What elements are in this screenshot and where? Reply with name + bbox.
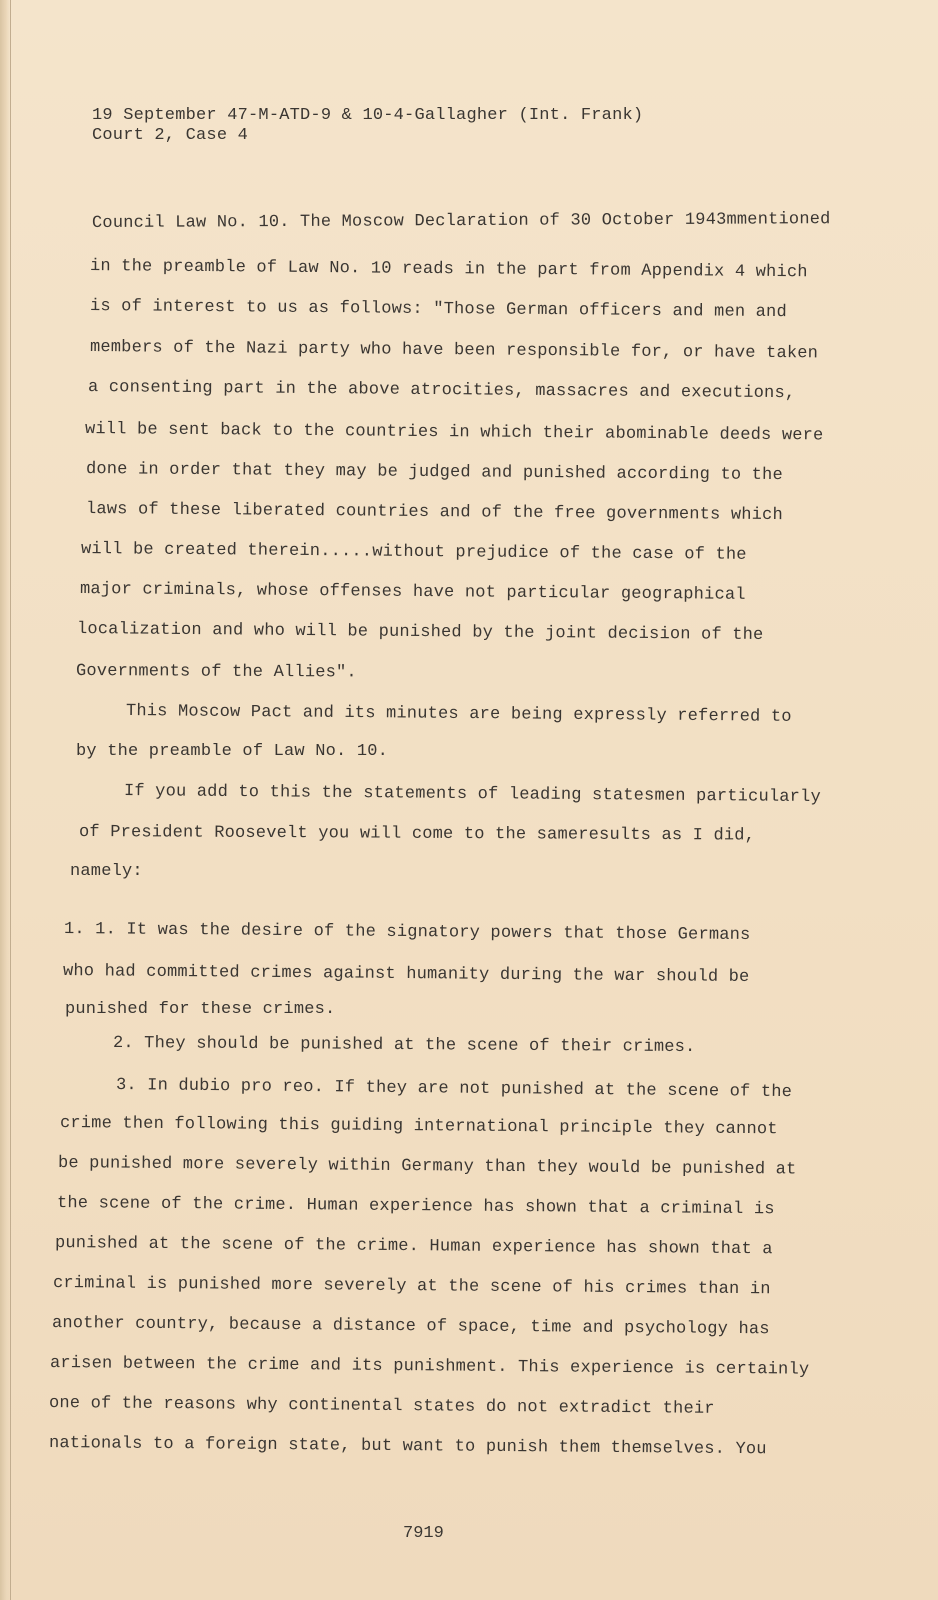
body-line: be punished more severely within Germany than they would be punished at [57, 1154, 797, 1180]
body-line: who had committed crimes against humanity during the war should be [62, 962, 750, 987]
body-line: of President Roosevelt you will come to the sameresults as I did, [78, 823, 756, 846]
body-line: 2. They should be punished at the scene of their crimes. [112, 1034, 696, 1058]
body-line: punished at the scene of the crime. Human experience has shown that a [54, 1234, 773, 1260]
body-line: 3. In dubio pro reo. If they are not punished at the scene of the [115, 1076, 793, 1103]
body-line: localization and who will be punished by the joint decision of the [76, 620, 764, 645]
header-line-1: 19 September 47-M-ATD-9 & 10-4-Gallagher (Int. Frank) [92, 106, 644, 125]
body-line: Council Law No. 10. The Moscow Declaration of 30 October 1943mmentioned [91, 210, 831, 233]
header-line-2: Court 2, Case 4 [92, 126, 249, 145]
body-line: the scene of the crime. Human experience has shown that a criminal is [56, 1194, 775, 1220]
body-line: This Moscow Pact and its minutes are being expressly referred to [125, 702, 792, 727]
body-line: arisen between the crime and its punishment. This experience is certainly [49, 1354, 810, 1380]
body-line: crime then following this guiding international principle they cannot [59, 1114, 778, 1140]
body-line: major criminals, whose offenses have not particular geographical [79, 580, 746, 605]
body-line: namely: [70, 862, 143, 881]
body-line: done in order that they may be judged and punished according to the [85, 460, 783, 486]
body-line: punished for these crimes. [65, 1000, 336, 1019]
page-number: 7919 [403, 1524, 444, 1543]
body-line: a consenting part in the above atrocities, massacres and executions, [87, 378, 796, 404]
body-line: 1. 1. It was the desire of the signatory powers that those Germans [63, 920, 751, 945]
body-line: in the preamble of Law No. 10 reads in the part from Appendix 4 which [89, 257, 808, 283]
body-line: members of the Nazi party who have been responsible for, or have taken [89, 338, 819, 364]
body-line: Governments of the Allies". [75, 662, 357, 683]
body-line: another country, because a distance of space, time and psychology has [51, 1314, 770, 1340]
body-line: will be sent back to the countries in which their abominable deeds were [84, 420, 824, 446]
body-line: criminal is punished more severely at the scene of his crimes than in [52, 1274, 771, 1300]
paper-edge [0, 0, 11, 1600]
body-line: If you add to this the statements of leading statesmen particularly [123, 782, 821, 808]
body-line: will be created therein.....without prejudice of the case of the [80, 540, 747, 565]
body-line: is of interest to us as follows: "Those German officers and men and [89, 297, 787, 323]
body-line: nationals to a foreign state, but want to punish them themselves. You [48, 1434, 767, 1460]
body-line: by the preamble of Law No. 10. [76, 742, 389, 761]
body-line: one of the reasons why continental states do not extradict their [48, 1394, 715, 1419]
body-line: laws of these liberated countries and of the free governments which [85, 500, 783, 526]
